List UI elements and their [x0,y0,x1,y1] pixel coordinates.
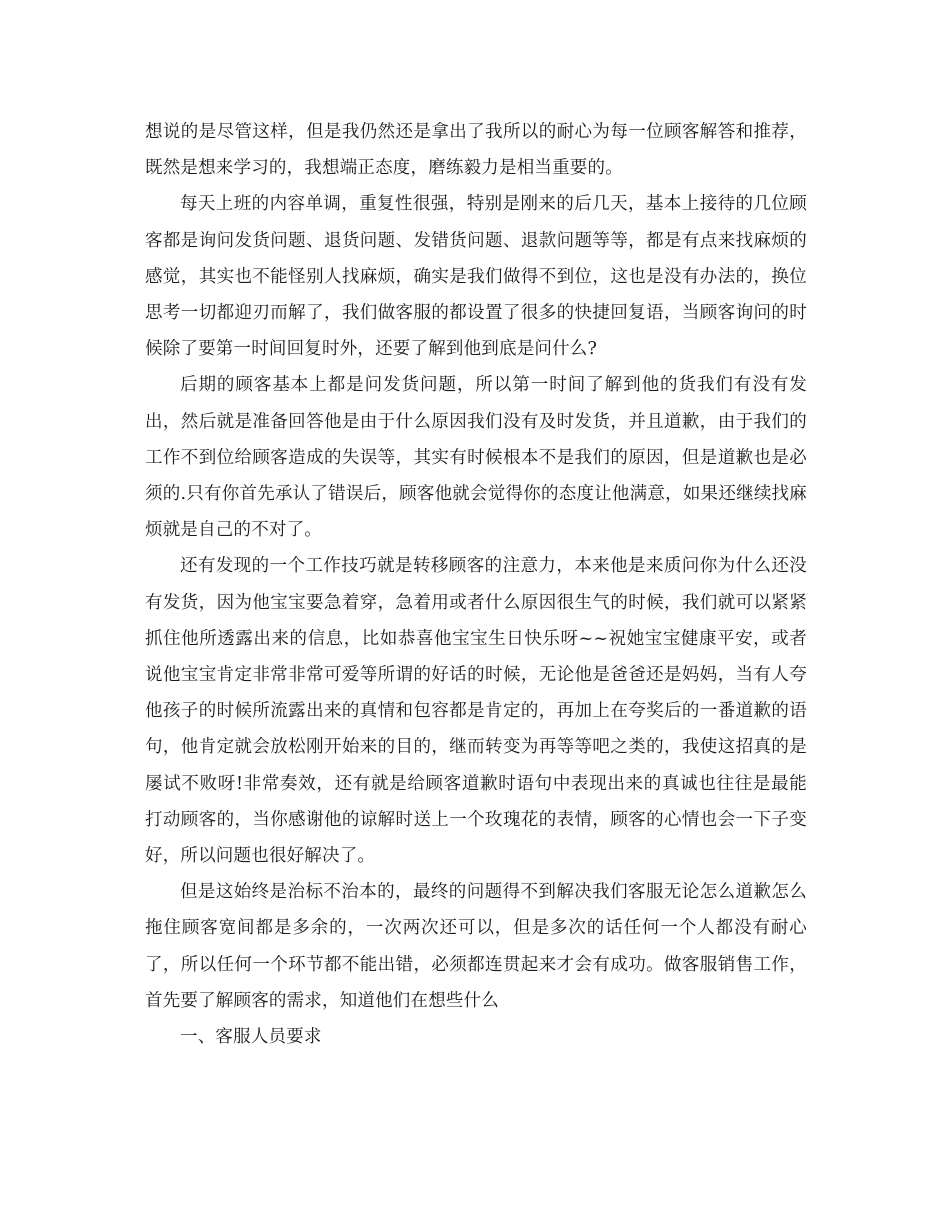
document-body [145,114,807,1055]
section-heading-requirements: 一、客服人员要求 [180,1027,322,1048]
paragraph-root-cause: 但是这始终是治标不治本的，最终的问题得不到解决我们客服无论怎么道歉怎么拖住顾客宽间都是多余的，一次两次还可以，但是多次的话任何一个人都没有耐心了，所以任何一个环节都不能出错，必须都连贯起来才会有成功。做客服销售工作，首先要了解顾客的需求，知道他们在想些什么 [145,882,807,1011]
paragraph-work-technique: 还有发现的一个工作技巧就是转移顾客的注意力，本来他是来质问你为什么还没有发货，因为他宝宝要急着穿，急着用或者什么原因很生气的时候，我们就可以紧紧抓住他所透露出来的信息，比如恭喜他宝宝生日快乐呀~~祝她宝宝健康平安，或者说他宝宝肯定非常非常可爱等所谓的好话的时候，无论他是爸爸还是妈妈，当有人夸他孩子的时候所流露出来的真情和包容都是肯定的，再加上在夸奖后的一番道歉的语句，他肯定就会放松刚开始来的目的，继而转变为再等等吧之类的，我使这招真的是屡试不败呀!非常奏效，还有就是给顾客道歉时语句中表现出来的真诚也往往是最能打动顾客的，当你感谢他的谅解时送上一个玫瑰花的表情，顾客的心情也会一下子变好，所以问题也很好解决了。 [145,556,807,867]
paragraph-daily-work: 每天上班的内容单调，重复性很强，特别是刚来的后几天，基本上接待的几位顾客都是询问发货问题、退货问题、发错货问题、退款问题等等，都是有点来找麻烦的感觉，其实也不能怪别人找麻烦，确实是我们做得不到位，这也是没有办法的，换位思考一切都迎刃而解了，我们做客服的都设置了很多的快捷回复语，当顾客询问的时候除了要第一时间回复时外，还要了解到他到底是问什么? [145,194,807,360]
paragraph-continuation: 想说的是尽管这样，但是我仍然还是拿出了我所以的耐心为每一位顾客解答和推荐，既然是想来学习的，我想端正态度，磨练毅力是相当重要的。 [145,122,807,179]
paragraph-later-customers: 后期的顾客基本上都是问发货问题，所以第一时间了解到他的货我们有没有发出，然后就是准备回答他是由于什么原因我们没有及时发货，并且道歉，由于我们的工作不到位给顾客造成的失误等，其实有时候根本不是我们的原因，但是道歉也是必须的.只有你首先承认了错误后，顾客他就会觉得你的态度让他满意，如果还继续找麻烦就是自己的不对了。 [145,375,807,541]
